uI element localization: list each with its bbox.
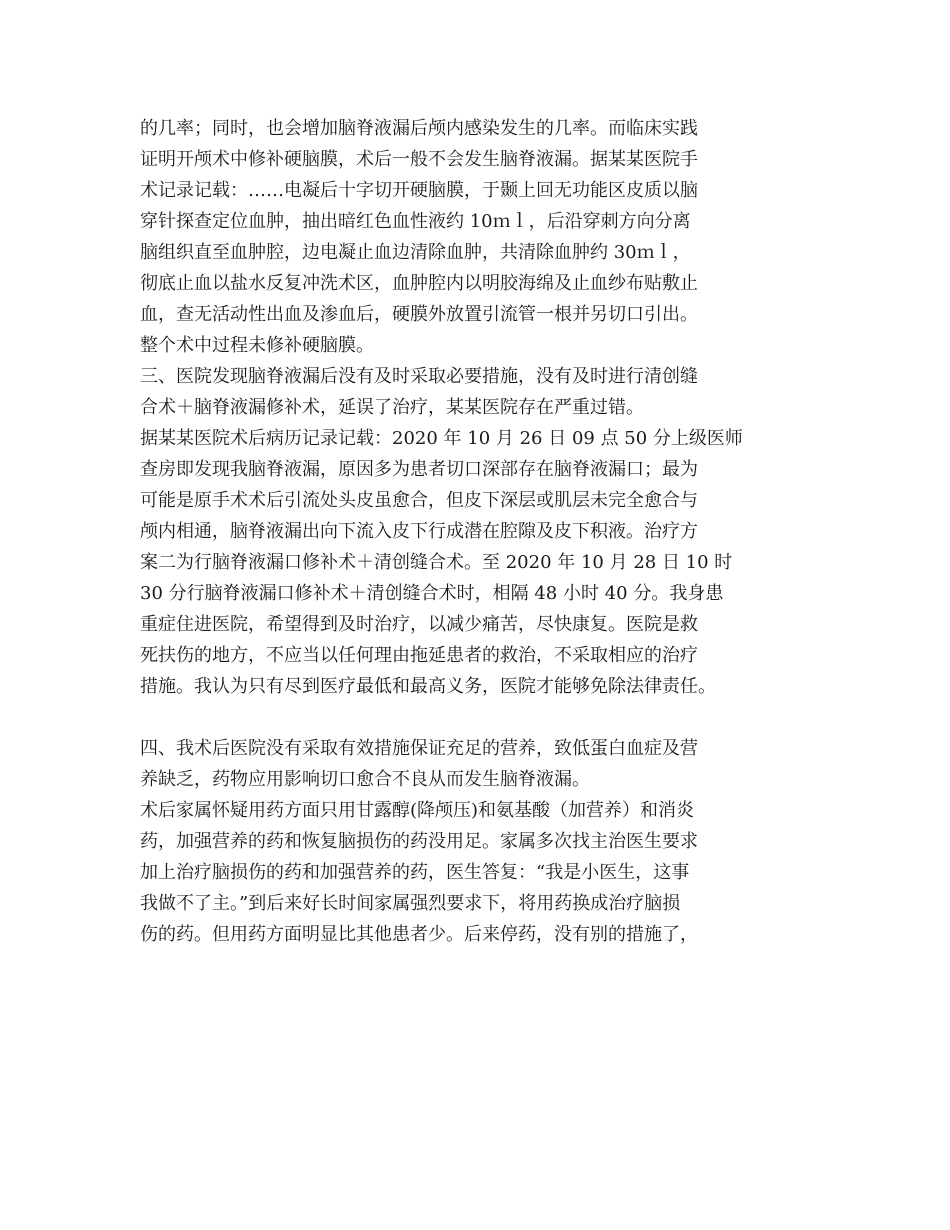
text-line: 可能是原手术术后引流处头皮虽愈合，但皮下深层或肌层未完全愈合与 (140, 490, 698, 511)
text-line: 药，加强营养的药和恢复脑损伤的药没用足。家属多次找主治医生要求 (140, 831, 698, 852)
document-body (140, 113, 830, 950)
text-line: 血，查无活动性出血及渗血后，硬膜外放置引流管一根并另切口引出。 (140, 304, 698, 325)
text-line: 术记录记载：……电凝后十字切开硬脑膜，于颞上回无功能区皮质以脑 (140, 180, 698, 201)
text-line: 伤的药。但用药方面明显比其他患者少。后来停药，没有别的措施了， (140, 924, 698, 945)
text-line: 穿针探查定位血肿，抽出暗红色血性液约 10ｍｌ，后沿穿刺方向分离 (140, 211, 691, 232)
text-line: 彻底止血以盐水反复冲洗术区，血肿腔内以明胶海绵及止血纱布贴敷止 (140, 273, 698, 294)
section-heading-3-cont: 合术＋脑脊液漏修补术，延误了治疗，某某医院存在严重过错。 (140, 397, 644, 418)
text-line: 死扶伤的地方，不应当以任何理由拖延患者的救治，不采取相应的治疗 (140, 645, 698, 666)
text-line: 30 分行脑脊液漏口修补术＋清创缝合术时，相隔 48 小时 40 分。我身患 (140, 583, 724, 604)
section-heading-3: 三、医院发现脑脊液漏后没有及时采取必要措施，没有及时进行清创缝 (140, 366, 698, 387)
text-line: 证明开颅术中修补硬脑膜，术后一般不会发生脑脊液漏。据某某医院手 (140, 149, 698, 170)
text-line: 查房即发现我脑脊液漏，原因多为患者切口深部存在脑脊液漏口；最为 (140, 459, 698, 480)
section-heading-4-cont: 养缺乏，药物应用影响切口愈合不良从而发生脑脊液漏。 (140, 769, 590, 790)
text-line: 案二为行脑脊液漏口修补术＋清创缝合术。至 2020 年 10 月 28 日 10 时 (140, 552, 733, 573)
text-line: 据某某医院术后病历记录记载：2020 年 10 月 26 日 09 点 50 分上级医师 (140, 428, 743, 449)
text-line: 术后家属怀疑用药方面只用甘露醇(降颅压)和氨基酸（加营养）和消炎 (140, 800, 695, 821)
text-line: 措施。我认为只有尽到医疗最低和最高义务，医院才能够免除法律责任。 (140, 676, 716, 697)
text-line: 的几率；同时，也会增加脑脊液漏后颅内感染发生的几率。而临床实践 (140, 118, 698, 139)
text-line: 我做不了主。”到后来好长时间家属强烈要求下，将用药换成治疗脑损 (140, 893, 681, 914)
text-line: 整个术中过程未修补硬脑膜。 (140, 335, 374, 356)
text-line: 颅内相通，脑脊液漏出向下流入皮下行成潜在腔隙及皮下积液。治疗方 (140, 521, 698, 542)
section-heading-4: 四、我术后医院没有采取有效措施保证充足的营养，致低蛋白血症及营 (140, 738, 698, 759)
text-line: 重症住进医院，希望得到及时治疗，以减少痛苦，尽快康复。医院是救 (140, 614, 698, 635)
text-line: 脑组织直至血肿腔，边电凝止血边清除血肿，共清除血肿约 30ｍｌ， (140, 242, 691, 263)
text-line: 加上治疗脑损伤的药和加强营养的药，医生答复：“我是小医生，这事 (140, 862, 690, 883)
paragraph-gap (140, 702, 830, 733)
